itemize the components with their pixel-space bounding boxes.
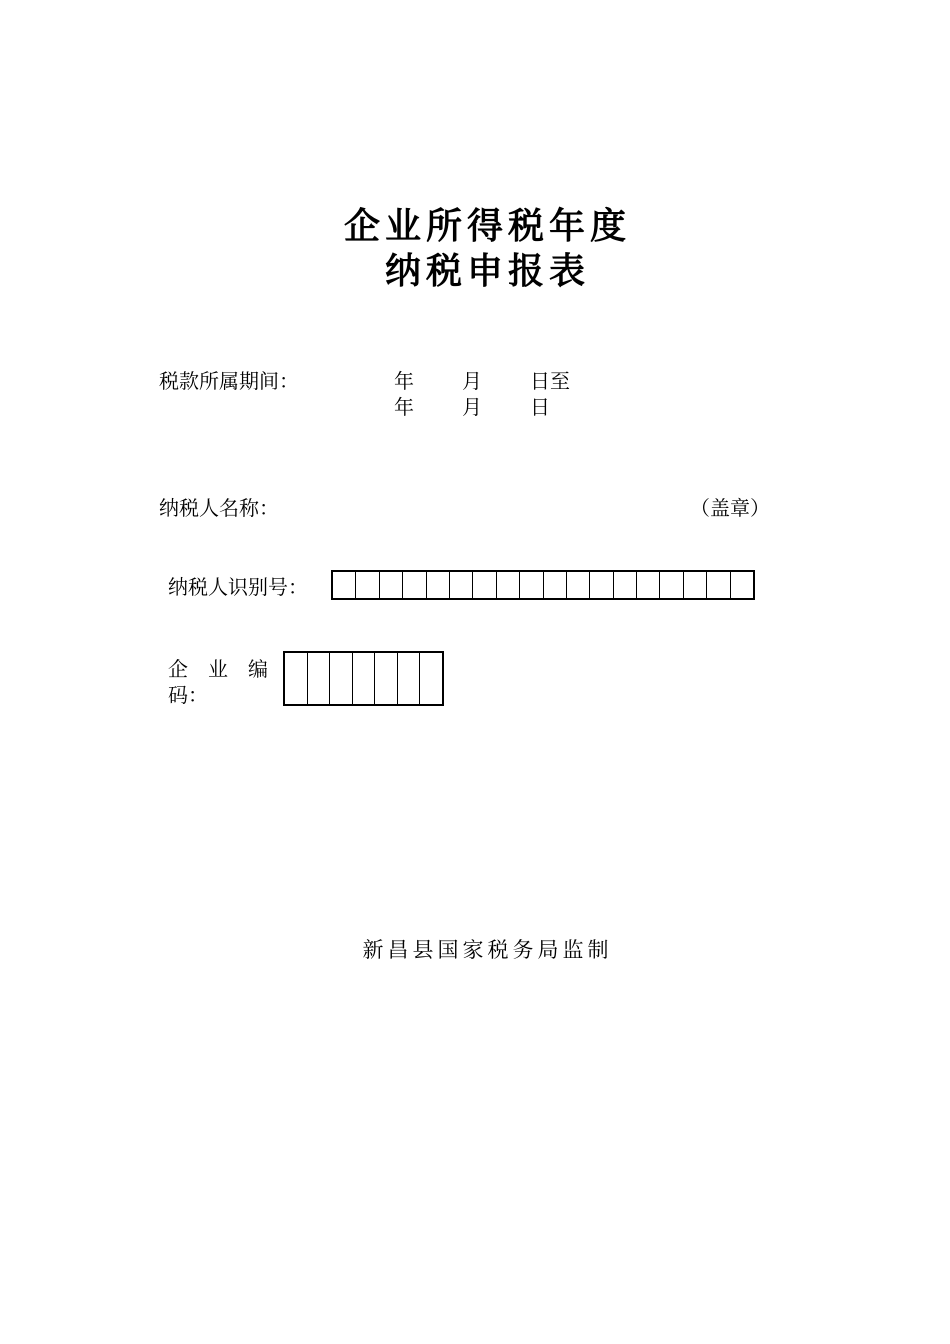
period-start-month: 月 [462,369,482,393]
enterprise-code-boxes[interactable] [283,651,444,706]
taxpayer-id-cell[interactable] [427,572,450,598]
enterprise-code-label-line-2: 码： [168,683,208,707]
form-title-line-1: 企业所得税年度 [343,206,631,247]
supervised-by-footer: 新昌县国家税务局监制 [362,938,613,962]
taxpayer-id-cell[interactable] [660,572,683,598]
enterprise-code-cell[interactable] [353,653,376,704]
enterprise-code-cell[interactable] [398,653,421,704]
enterprise-code-label-line-1: 企 业 编 [168,657,268,681]
enterprise-code-cell[interactable] [375,653,398,704]
taxpayer-id-cell[interactable] [707,572,730,598]
taxpayer-id-cell[interactable] [497,572,520,598]
taxpayer-id-cell[interactable] [520,572,543,598]
taxpayer-id-cell[interactable] [473,572,496,598]
enterprise-code-cell[interactable] [285,653,308,704]
taxpayer-id-cell[interactable] [684,572,707,598]
tax-period-label: 税款所属期间： [159,369,299,393]
period-end-month: 月 [462,395,482,419]
enterprise-code-cell[interactable] [330,653,353,704]
taxpayer-id-cell[interactable] [403,572,426,598]
period-end-year: 年 [394,395,414,419]
taxpayer-id-cell[interactable] [333,572,356,598]
period-start-year: 年 [394,369,414,393]
seal-label: （盖章） [690,496,770,520]
taxpayer-id-cell[interactable] [356,572,379,598]
taxpayer-id-cell[interactable] [590,572,613,598]
taxpayer-id-cell[interactable] [450,572,473,598]
taxpayer-id-cell[interactable] [614,572,637,598]
form-title-line-2: 纳税申报表 [384,251,590,292]
taxpayer-id-cell[interactable] [544,572,567,598]
taxpayer-id-cell[interactable] [567,572,590,598]
taxpayer-id-cell[interactable] [637,572,660,598]
taxpayer-id-cell[interactable] [731,572,753,598]
taxpayer-id-boxes[interactable] [331,570,755,600]
enterprise-code-cell[interactable] [420,653,442,704]
taxpayer-id-label: 纳税人识别号： [168,575,308,599]
taxpayer-id-cell[interactable] [380,572,403,598]
taxpayer-name-label: 纳税人名称： [159,496,279,520]
period-start-day: 日至 [530,369,570,393]
period-end-day: 日 [530,395,550,419]
enterprise-code-cell[interactable] [308,653,331,704]
